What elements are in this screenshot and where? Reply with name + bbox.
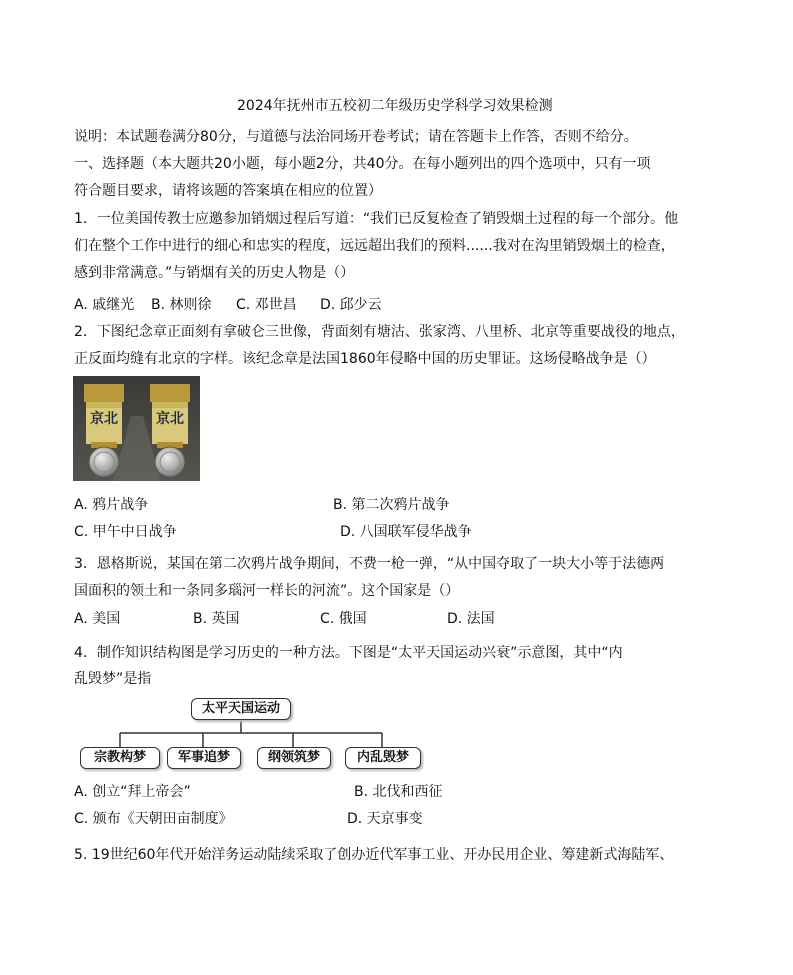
q2-option-c: C. 甲午中日战争 — [74, 524, 177, 540]
q4-line-1: 4．制作知识结构图是学习历史的一种方法。下图是“太平天国运动兴衰”示意图，其中“内 — [74, 645, 623, 661]
q1-line-2: 们在整个工作中进行的细心和忠实的程度，远远超出我们的预料......我对在沟里销毁烟土的检查， — [74, 238, 675, 254]
q3-line-1: 3．恩格斯说，某国在第二次鸦片战争期间，不费一枪一弹，“从中国夺取了一块大小等于法德两 — [74, 556, 665, 572]
q2-line-1: 2．下图纪念章正面刻有拿破仑三世像，背面刻有塘沽、张家湾、八里桥、北京等重要战役的地点， — [74, 324, 685, 340]
q1-option-c: C. 邓世昌 — [236, 297, 297, 313]
q2-line-2: 正反面均缝有北京的字样。该纪念章是法国1860年侵略中国的历史罪证。这场侵略战争是（） — [74, 351, 656, 367]
q4-option-c: C. 颁布《天朝田亩制度》 — [74, 811, 233, 827]
section-heading-line1: 一、选择题（本大题共20小题，每小题2分，共40分。在每小题列出的四个选项中，只有一项 — [74, 156, 651, 172]
q4-option-a: A. 创立“拜上帝会” — [74, 784, 191, 800]
q4-line-2: 乱毁梦”是指 — [74, 671, 152, 687]
q1-option-b: B. 林则徐 — [151, 297, 212, 313]
instructions: 说明：本试题卷满分80分，与道德与法治同场开卷考试；请在答题卡上作答，否则不给分。 — [74, 129, 638, 145]
q3-option-a: A. 美国 — [74, 611, 121, 627]
q1-line-1: 1．一位美国传教士应邀参加销烟过程后写道：“我们已反复检查了销毁烟土过程的每一个部分。他 — [74, 211, 679, 227]
q3-line-2: 国面积的领土和一条同多瑙河一样长的河流”。这个国家是（） — [74, 583, 460, 599]
q1-option-a: A. 戚继光 — [74, 297, 135, 313]
q1-line-3: 感到非常满意。”与销烟有关的历史人物是（） — [74, 265, 355, 281]
q2-option-d: D. 八国联军侵华战争 — [340, 524, 472, 540]
diagram-node-2: 军事追梦 — [167, 747, 241, 769]
q2-option-b: B. 第二次鸦片战争 — [333, 497, 450, 513]
diagram-node-1: 宗教构梦 — [80, 747, 160, 769]
page-title: 2024年抚州市五校初二年级历史学科学习效果检测 — [237, 98, 553, 114]
diagram-node-3: 纲领筑梦 — [257, 747, 331, 769]
q3-option-c: C. 俄国 — [320, 611, 367, 627]
section-heading-line2: 符合题目要求，请将该题的答案填在相应的位置） — [74, 183, 382, 199]
q1-option-d: D. 邱少云 — [320, 297, 382, 313]
q5-line-1: 5. 19世纪60年代开始洋务运动陆续采取了创办近代军事工业、开办民用企业、筹建新式海陆军、 — [74, 847, 674, 863]
medal-right-label: 京北 — [156, 411, 184, 427]
q4-option-d: D. 天京事变 — [347, 811, 423, 827]
q2-option-a: A. 鸦片战争 — [74, 497, 149, 513]
q4-option-b: B. 北伐和西征 — [354, 784, 443, 800]
diagram-node-4: 内乱毁梦 — [345, 747, 421, 769]
q3-option-d: D. 法国 — [447, 611, 495, 627]
diagram-root: 太平天国运动 — [191, 698, 291, 720]
medal-left-label: 京北 — [90, 411, 118, 427]
q3-option-b: B. 英国 — [193, 611, 240, 627]
